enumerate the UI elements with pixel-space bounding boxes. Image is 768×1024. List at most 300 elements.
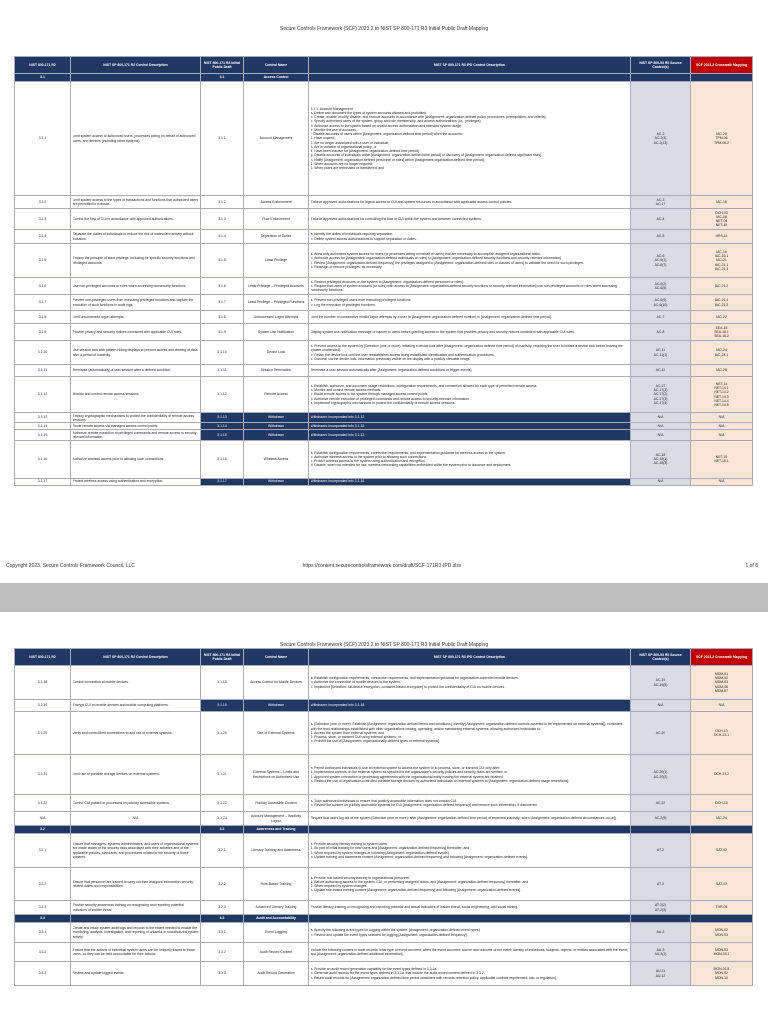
mapping-table — [14, 648, 753, 986]
cell-scf-text: IAC-25 — [716, 368, 727, 373]
page-gap — [0, 583, 768, 612]
cell-nist53-text: AC-20 — [655, 730, 666, 735]
cell-r3-desc-text: a. Establish configuration requirements, connection requirements, and implementation guidance for wireless access to the system. b. Authorize wireless access to the system prior to allowing such connections. c. Protect wireless access to the system using authentication and encryption. d. Disable, when not intended for use, wireless networking capabilities embedded within the system prior to issuance and deployment. — [310, 450, 512, 468]
cell-r3-id — [201, 209, 244, 230]
cell-r2-id — [15, 341, 71, 365]
cell-r3-desc — [309, 430, 631, 441]
cell-r3-desc-text: 3.1.1. Account Management a. Define and document the types of system accounts allowed and prohibited. b. Create, enable, modify, disable, and remove accounts in accordance with [Assignment: organization-defined policy, procedures, prerequisites, and criteria]. c. Specify authorized users of the system, group and role membership, and access authorizations (i.e., privileges). d. Authorize access to the system based on a valid access authorization and intended system usage. e. Monitor the use of accounts. f. Disable accounts of users within [Assignment: organization-defined time period] when the accounts: 1. Have expired; 2. Are no longer associated with a user or individual; 3. Are in violation of organizational policy; or 4. Have been inactive for [Assignment: organization-defined time period]. g. Disable accounts of individuals within [Assignment: organization-defined time period] of discovery of [Assignment: organization-defined significant risks]. h. Notify [Assignment: organization-defined personnel or roles] within [Assignment:organization-defined time period]: 1. When accounts are no longer required; 2. When users are terminated or transferred; and — [310, 106, 547, 171]
cell-control-name-text: Withdrawn — [267, 423, 285, 428]
table-row — [15, 324, 753, 341]
cell-r3-desc — [309, 923, 631, 943]
cell-scf-text: IAC-15 — [716, 199, 727, 204]
cell-r2-desc-text: Provide security awareness training on recognizing and reporting potential indicators of insider threat. — [72, 903, 184, 912]
cell-nist53-text: AC-2(5) — [654, 816, 667, 821]
cell-control-name — [244, 478, 309, 485]
cell-r3-id-text: 3.1.2 — [218, 199, 226, 204]
cell-r3-id — [201, 230, 244, 244]
cell-scf — [691, 812, 753, 826]
cell-r2-desc — [71, 868, 201, 901]
cell-scf — [691, 430, 753, 441]
cell-r2-id — [15, 962, 71, 986]
cell-r2-id — [15, 278, 71, 295]
cell-scf — [691, 230, 753, 244]
cell-r2-id — [15, 311, 71, 324]
section-spacer — [631, 915, 691, 923]
cell-control-name-text: Least Privilege — [264, 258, 288, 263]
cell-nist53 — [631, 278, 691, 295]
section-spacer — [71, 826, 201, 834]
cell-r3-id-text: 3.1.18 — [217, 680, 227, 685]
cell-scf — [691, 712, 753, 755]
cell-r2-desc — [71, 295, 201, 311]
cell-scf-text: IAC-24 — [716, 816, 727, 821]
cell-r2-desc-text: Authorize wireless access prior to allowing such connections. — [72, 456, 165, 461]
cell-r3-desc — [309, 478, 631, 485]
cell-r3-id-text: 3.3.3 — [218, 971, 226, 976]
cell-r3-desc-text: a. Allow only authorized system access for users (or processes acting on behalf of users) that are necessary to accomplish assigned organizational tasks. b. Authorize access for [Assignment: organization-defined individuals or roles] to [Assignment: organization-defined security functions and security-relevant information]. c. Review [Assignment: organization-defined frequency] the privileges assigned to [Assignment: organization-defined roles or classes of users] to validate the need for such privileges. d. Reassign or remove privileges, as necessary. — [310, 252, 584, 269]
cell-control-name-text: Access Control for Mobile Devices — [250, 680, 302, 685]
cell-r2-desc — [71, 440, 201, 478]
cell-r3-desc-text: a. Establish configuration requirements, connection requirements, and implementation guidance for organization-controlled mobile devices. b. Authorize the connection of mobile devices to the system. c. Implement [Selection: full-device encryption; container-based encryption] to protect the confidentiality of CUI on mobile devices. — [310, 676, 519, 689]
table-row — [15, 795, 753, 812]
cell-r2-id — [15, 196, 71, 209]
cell-scf-text: SAT-03 — [715, 881, 728, 886]
cell-nist53-text: AC-2 AC-2(3) AC-2(13) — [653, 132, 668, 145]
table-row — [15, 868, 753, 901]
cell-r3-id-text: 3.1.19 — [217, 703, 227, 708]
page-title: Secure Controls Framework (SCF) 2023.2 to NIST SP 800-171 R3 Initial Public Draft Mapping — [279, 642, 489, 648]
cell-r3-desc — [309, 868, 631, 901]
cell-r2-id-text: 3.3.1 — [38, 930, 47, 935]
cell-control-name-text: Device Lock — [266, 350, 286, 355]
cell-nist53-text: AC-12 — [655, 368, 666, 373]
cell-r3-desc-text: Include the following content in audit records: what type of event occurred; when the event occurred; source and outcome of the event; identity of individuals, subjects, objects, or entities associated with the event; and [Assignment: organization-defined additional information]. — [310, 947, 628, 956]
footer-page-number: 1 of 8 — [745, 563, 758, 569]
cell-r3-id-text: 3.1.7 — [218, 300, 226, 305]
cell-r3-id-text: 3.1.23 — [217, 816, 227, 821]
cell-control-name — [244, 962, 309, 986]
cell-r3-id-text: 3.1.22 — [217, 800, 227, 805]
cell-r2-id-text: 3.1.7 — [38, 300, 47, 305]
table-row — [15, 209, 753, 230]
table-row — [15, 377, 753, 413]
cell-r2-desc — [71, 943, 201, 962]
cell-r3-desc — [309, 901, 631, 915]
cell-r3-id — [201, 923, 244, 943]
cell-r2-id — [15, 365, 71, 377]
cell-control-name — [244, 440, 309, 478]
table-row — [15, 365, 753, 377]
cell-r3-id-text: 3.1.10 — [217, 350, 227, 355]
cell-control-name-text: Separation of Duties — [260, 234, 292, 239]
cell-r2-id-text: 3.1.9 — [38, 329, 47, 334]
cell-r3-id — [201, 430, 244, 441]
cell-r3-id-text: 3.1.12 — [217, 392, 227, 397]
cell-r3-id — [201, 666, 244, 700]
cell-nist53-text: AC-7 — [656, 314, 665, 319]
cell-r2-id-text: 3.1.16 — [37, 456, 48, 461]
cell-control-name — [244, 868, 309, 901]
table-row — [15, 923, 753, 943]
cell-control-name — [244, 923, 309, 943]
cell-r2-id-text: 3.1.19 — [37, 703, 48, 708]
cell-nist53 — [631, 901, 691, 915]
cell-scf — [691, 962, 753, 986]
cell-r3-desc — [309, 278, 631, 295]
cell-r2-desc-text: Create and retain system audit logs and records to the extent needed to enable the monitoring, analysis, investigation, and reporting of unlawful or unauthorized system activity. — [72, 926, 199, 939]
cell-nist53 — [631, 244, 691, 278]
cell-nist53 — [631, 666, 691, 700]
cell-r3-desc-text: Terminate a user session automatically after [Assignment: organization-defined conditions or trigger events]. — [310, 368, 473, 373]
cell-r3-id-text: 3.1.13 — [217, 415, 227, 420]
cell-r2-desc-text: Encrypt CUI on mobile devices and mobile computing platforms. — [72, 703, 169, 708]
cell-r3-desc — [309, 377, 631, 413]
cell-control-name-text: Remote Access — [264, 392, 288, 397]
cell-r2-id-text: 3.1.20 — [37, 730, 48, 735]
cell-r3-desc — [309, 423, 631, 430]
section-r3: 3.3 — [201, 915, 244, 923]
cell-nist53 — [631, 812, 691, 826]
cell-control-name — [244, 324, 309, 341]
cell-control-name-text: Literacy Training and Awareness — [251, 848, 301, 853]
cell-r3-desc — [309, 324, 631, 341]
cell-r2-id-text: 3.3.3 — [38, 971, 47, 976]
cell-control-name-text: Flow Enforcement — [262, 216, 290, 221]
cell-r3-id-text: 3.2.1 — [218, 848, 226, 853]
cell-control-name — [244, 82, 309, 196]
cell-control-name — [244, 311, 309, 324]
cell-control-name-text: External Systems – Limits and Restrictions on Authorized Use — [252, 770, 300, 779]
cell-r2-id-text: 3.3.2 — [38, 949, 47, 954]
cell-r2-desc — [71, 311, 201, 324]
table-header-row — [15, 57, 753, 74]
table-row — [15, 311, 753, 324]
cell-r3-id-text: 3.1.5 — [218, 258, 226, 263]
cell-r3-id-text: 3.1.6 — [218, 283, 226, 288]
header-control-name: Control Name — [244, 649, 309, 666]
cell-r3-desc — [309, 413, 631, 423]
cell-r3-id — [201, 311, 244, 324]
cell-r2-desc-text: Authorize remote execution of privileged commands and remote access to security-relevant information. — [72, 430, 198, 439]
cell-scf-text: IAC-22 — [716, 314, 727, 319]
header-r3: NIST 800-171 R3 Initial Public Draft — [201, 649, 244, 666]
cell-r2-desc — [71, 812, 201, 826]
section-r3: 3.2 — [201, 826, 244, 834]
cell-control-name-text: Session Termination — [260, 368, 292, 373]
cell-r3-desc — [309, 295, 631, 311]
cell-r3-desc-text: a. Provide role-based security training to organizational personnel: 1. Before authorizing access to the system, CUI, or performing assigned duties, and [Assignment: organization-defined frequency] thereafter; and 2. When required by system changes. b. Update role-based training content [Assignment: organization-defined frequency] and following [Assignment: organization-defined events]. — [310, 875, 529, 893]
cell-r2-id — [15, 377, 71, 413]
cell-r2-id-text: 3.1.2 — [38, 199, 47, 204]
cell-nist53-text: AU-2 — [656, 930, 665, 935]
table-row — [15, 666, 753, 700]
cell-r2-desc-text: Ensure that managers, systems administrators, and users of organizational systems are made aware of the security risks associated with their activities and of the applicable policies, standards, and procedures related to the security of those systems. — [72, 842, 199, 859]
footer-url: https://content.securecontrolsframework.com/draft/SCF-171R3-IPD.xlsx — [302, 563, 462, 569]
section-spacer — [309, 915, 631, 923]
cell-nist53 — [631, 295, 691, 311]
cell-scf — [691, 196, 753, 209]
cell-scf-text: SEA-18 SEA-18.1 SEA-18.2 — [714, 325, 729, 339]
cell-r3-id — [201, 440, 244, 478]
cell-r3-id-text: 3.1.14 — [217, 423, 227, 428]
cell-r2-id — [15, 295, 71, 311]
cell-nist53 — [631, 478, 691, 485]
cell-scf-text: N/A — [718, 479, 725, 484]
cell-control-name-text: Publicly Accessible Content — [255, 800, 297, 805]
cell-r2-desc — [71, 324, 201, 341]
cell-control-name-text: Event Logging — [265, 930, 287, 935]
cell-control-name-text: Wireless Access — [263, 456, 289, 461]
header-r2-desc: NIST SP 800-171 R2 Control Description — [71, 649, 201, 666]
cell-r2-id — [15, 712, 71, 755]
cell-control-name — [244, 244, 309, 278]
cell-control-name — [244, 712, 309, 755]
table-row — [15, 812, 753, 826]
cell-control-name-text: Use of External Systems — [257, 730, 295, 735]
table-body — [15, 666, 753, 986]
cell-r2-desc — [71, 209, 201, 230]
cell-scf-text: NET-15 NET-15.1 — [714, 454, 729, 463]
cell-r3-id-text: 3.3.1 — [218, 930, 226, 935]
cell-r3-id-text: 3.3.2 — [218, 949, 226, 954]
cell-control-name-text: System Use Notification — [258, 329, 294, 334]
cell-nist53-text: AC-6(9) AC-6(10) — [653, 298, 668, 307]
cell-control-name — [244, 812, 309, 826]
cell-scf — [691, 440, 753, 478]
cell-r3-id — [201, 962, 244, 986]
cell-r2-id-text: 3.1.5 — [38, 258, 47, 263]
section-row — [15, 826, 753, 834]
cell-r3-id — [201, 82, 244, 196]
cell-nist53 — [631, 755, 691, 795]
table-row — [15, 478, 753, 485]
section-row — [15, 915, 753, 923]
cell-scf-text: DCH-15 — [715, 800, 728, 805]
cell-r3-id-text: 3.1.21 — [217, 772, 227, 777]
section-spacer — [631, 74, 691, 82]
header-nist53: NIST SP 800-53 R5 Source Control(s) — [631, 57, 691, 74]
cell-nist53-text: N/A — [657, 703, 664, 708]
cell-control-name — [244, 278, 309, 295]
cell-r3-desc-text: a. Identify the duties of individuals requiring separation. b. Define system access authorizations to support separation of duties. — [310, 232, 417, 241]
cell-r3-desc — [309, 943, 631, 962]
cell-r3-desc-text: Enforce approved authorizations for logical access to CUI and system resources in accordance with applicable access control policies. — [310, 199, 512, 204]
cell-control-name-text: Least Privilege – Privileged Functions — [247, 300, 305, 305]
cell-r2-desc-text: N/A — [132, 816, 139, 821]
cell-r3-desc-text: a. Provide security literacy training to system users: 1. As part of initial training for new users and [Assignment: organization-defined frequency] thereafter; and 2. When required by system changes or following [Assignment: organization-defined events]. b. Update training and awareness content [Assignment: organization-defined frequency] and following [Assignment: organization-defined events]. — [310, 842, 529, 859]
cell-nist53 — [631, 82, 691, 196]
cell-r2-desc-text: Ensure that the actions of individual system users can be uniquely traced to those users, so they can be held accountable for their actions. — [72, 947, 196, 956]
cell-nist53 — [631, 423, 691, 430]
cell-r3-desc — [309, 365, 631, 377]
cell-r3-desc-text: Withdrawn: Incorporated into 3.1.12. — [310, 423, 366, 428]
header-nist53: NIST SP 800-53 R5 Source Control(s) — [631, 649, 691, 666]
cell-r3-id — [201, 423, 244, 430]
cell-nist53 — [631, 209, 691, 230]
cell-r2-id — [15, 666, 71, 700]
cell-scf-text: IAC-24 IAC-24.1 — [714, 348, 729, 357]
cell-scf — [691, 666, 753, 700]
table-row — [15, 82, 753, 196]
cell-nist53 — [631, 795, 691, 812]
cell-scf — [691, 311, 753, 324]
cell-r2-desc — [71, 196, 201, 209]
cell-nist53-text: AC-6 AC-6(1) AC-6(7) — [654, 254, 667, 267]
cell-r2-id — [15, 478, 71, 485]
cell-control-name-text: Audit Record Generation — [257, 971, 295, 976]
cell-scf-text: N/A — [718, 432, 725, 437]
cell-control-name — [244, 377, 309, 413]
section-r2: 3.2 — [15, 826, 71, 834]
header-r2-desc: NIST SP 800-171 R2 Control Description — [71, 57, 201, 74]
table-row — [15, 230, 753, 244]
cell-r3-id-text: 3.1.8 — [218, 314, 226, 319]
cell-r3-id-text: 3.1.4 — [218, 234, 226, 239]
cell-r3-desc-text: Enforce approved authorizations for controlling the flow of CUI within the system and between connected systems. — [310, 216, 483, 221]
cell-r2-desc-text: Employ the principle of least privilege, including for specific security functions and privileged accounts. — [72, 256, 195, 265]
cell-nist53-text: AU-11 AU-12 — [655, 969, 666, 978]
table-row — [15, 834, 753, 868]
cell-r2-desc — [71, 278, 201, 295]
cell-r3-desc — [309, 82, 631, 196]
cell-r3-id — [201, 278, 244, 295]
cell-r2-desc-text: Use non-privileged accounts or roles when accessing nonsecurity functions. — [72, 283, 187, 288]
cell-r2-desc-text: Limit use of portable storage devices on external systems. — [72, 772, 160, 777]
page-footer — [6, 563, 758, 571]
cell-r2-desc-text: Use session lock with pattern-hiding displays to prevent access and viewing of data after a period of inactivity. — [72, 348, 198, 357]
cell-r2-id-text: 3.2.2 — [38, 881, 47, 886]
cell-r3-desc-text: Require that users log out of the system [Selection (one or more): after [Assignment: organization-defined time period] of expected inactivity; when [Assignment: organization-defined circumstances occur]]. — [310, 816, 617, 821]
cell-r2-id — [15, 209, 71, 230]
cell-r3-id — [201, 365, 244, 377]
cell-nist53-text: AC-19 AC-19(5) — [653, 678, 668, 687]
cell-r2-id-text: 3.1.11 — [37, 368, 48, 373]
cell-nist53 — [631, 712, 691, 755]
cell-scf — [691, 901, 753, 915]
cell-scf-text: N/A — [718, 703, 725, 708]
section-spacer — [631, 826, 691, 834]
cell-r3-desc-text: a. Specify the following event types for logging within the system: [Assignment: organization-defined event types]. b. Review and update the event types selected for logging [Assignment: organization-defined frequency]. — [310, 928, 481, 937]
cell-control-name — [244, 755, 309, 795]
cell-r2-id — [15, 755, 71, 795]
cell-r3-id — [201, 377, 244, 413]
cell-r2-desc — [71, 700, 201, 712]
cell-control-name — [244, 230, 309, 244]
section-name: Audit and Accountability — [244, 915, 309, 923]
cell-r2-id — [15, 923, 71, 943]
header-control-name: Control Name — [244, 57, 309, 74]
cell-r2-id — [15, 230, 71, 244]
cell-r3-id — [201, 943, 244, 962]
cell-nist53-text: AC-5 — [656, 234, 665, 239]
cell-scf-text: NET-14 NET-14.1 NET-14.2 NET-14.3 NET-14.4 NET-14.5 — [714, 381, 729, 407]
cell-nist53-text: N/A — [657, 415, 664, 420]
table-row — [15, 700, 753, 712]
cell-control-name-text: Advanced Literacy Training — [255, 905, 297, 910]
cell-r2-desc — [71, 244, 201, 278]
header-r2: NIST 800-171 R2 — [15, 57, 71, 74]
cell-r3-id-text: 3.1.17 — [217, 479, 227, 484]
cell-r2-desc — [71, 834, 201, 868]
cell-r3-desc-text: a. Train authorized individuals to ensure that publicly accessible information does not contain CUI. b. Review the content on publicly accessible systems for CUI [Assignment: organization-defined frequency] and remove such information, if discovered. — [310, 798, 538, 807]
table-row — [15, 755, 753, 795]
table-row — [15, 244, 753, 278]
cell-scf-text: IAC-20 TPM-06 TPM-06.2 — [714, 132, 729, 145]
cell-r3-desc — [309, 230, 631, 244]
cell-scf — [691, 834, 753, 868]
cell-r2-desc-text: Limit unsuccessful logon attempts. — [72, 314, 125, 319]
cell-nist53-text: AC-11 AC-11(1) — [653, 348, 668, 357]
cell-r3-id — [201, 700, 244, 712]
cell-nist53-text: AT-3 — [657, 881, 664, 886]
cell-r2-desc — [71, 666, 201, 700]
page-title: Secure Controls Framework (SCF) 2023.2 to NIST SP 800-171 R3 Initial Public Draft Mapping — [279, 26, 489, 32]
cell-nist53 — [631, 430, 691, 441]
cell-r2-desc — [71, 755, 201, 795]
cell-scf — [691, 82, 753, 196]
cell-nist53-text: N/A — [657, 432, 664, 437]
cell-scf — [691, 478, 753, 485]
section-spacer — [309, 826, 631, 834]
cell-r2-desc — [71, 901, 201, 915]
cell-nist53 — [631, 440, 691, 478]
cell-r3-id — [201, 413, 244, 423]
cell-r3-desc — [309, 795, 631, 812]
cell-nist53-text: N/A — [657, 479, 664, 484]
cell-scf — [691, 795, 753, 812]
table-row — [15, 413, 753, 423]
cell-nist53 — [631, 943, 691, 962]
cell-control-name-text: Withdrawn — [267, 703, 285, 708]
cell-r3-id — [201, 244, 244, 278]
cell-r2-desc — [71, 423, 201, 430]
cell-r3-id-text: 3.2.3 — [218, 905, 226, 910]
cell-nist53 — [631, 365, 691, 377]
cell-scf — [691, 423, 753, 430]
header-r3-desc: NIST SP 800-171 R3 IPD Control Description — [309, 57, 631, 74]
cell-r2-desc-text: Control the flow of CUI in accordance with approved authorizations. — [72, 216, 174, 221]
cell-scf — [691, 868, 753, 901]
header-r3-desc: NIST SP 800-171 R3 IPD Control Description — [309, 649, 631, 666]
cell-nist53 — [631, 923, 691, 943]
cell-r3-desc — [309, 244, 631, 278]
cell-r3-desc-text: a. Prevent non-privileged users from executing privileged functions. b. Log the execution of privileged functions. — [310, 298, 412, 307]
cell-r3-desc — [309, 812, 631, 826]
cell-r2-id-text: 3.1.18 — [37, 680, 48, 685]
cell-scf-text: DCH-03 IAC-08 NET-04 NET-18 — [715, 210, 728, 228]
cell-control-name — [244, 365, 309, 377]
cell-nist53 — [631, 413, 691, 423]
cell-nist53-text: AC-8 — [656, 329, 665, 334]
cell-control-name — [244, 943, 309, 962]
cell-scf — [691, 413, 753, 423]
header-scf: SCF 2023.2 Crosswalk Mapping — [691, 649, 753, 666]
cell-scf — [691, 324, 753, 341]
cell-control-name-text: Least Privilege – Privileged Accounts — [248, 283, 304, 288]
cell-r3-desc — [309, 341, 631, 365]
cell-scf — [691, 755, 753, 795]
section-spacer — [71, 915, 201, 923]
section-spacer — [691, 826, 753, 834]
cell-nist53-text: AC-22 — [655, 800, 666, 805]
cell-r2-desc — [71, 413, 201, 423]
cell-r2-id — [15, 943, 71, 962]
cell-r3-id-text: 3.1.9 — [218, 329, 226, 334]
cell-r2-id — [15, 82, 71, 196]
cell-r3-desc-text: Withdrawn: Incorporated into 3.1.16. — [310, 479, 366, 484]
cell-control-name — [244, 423, 309, 430]
section-r2: 3.1 — [15, 74, 71, 82]
